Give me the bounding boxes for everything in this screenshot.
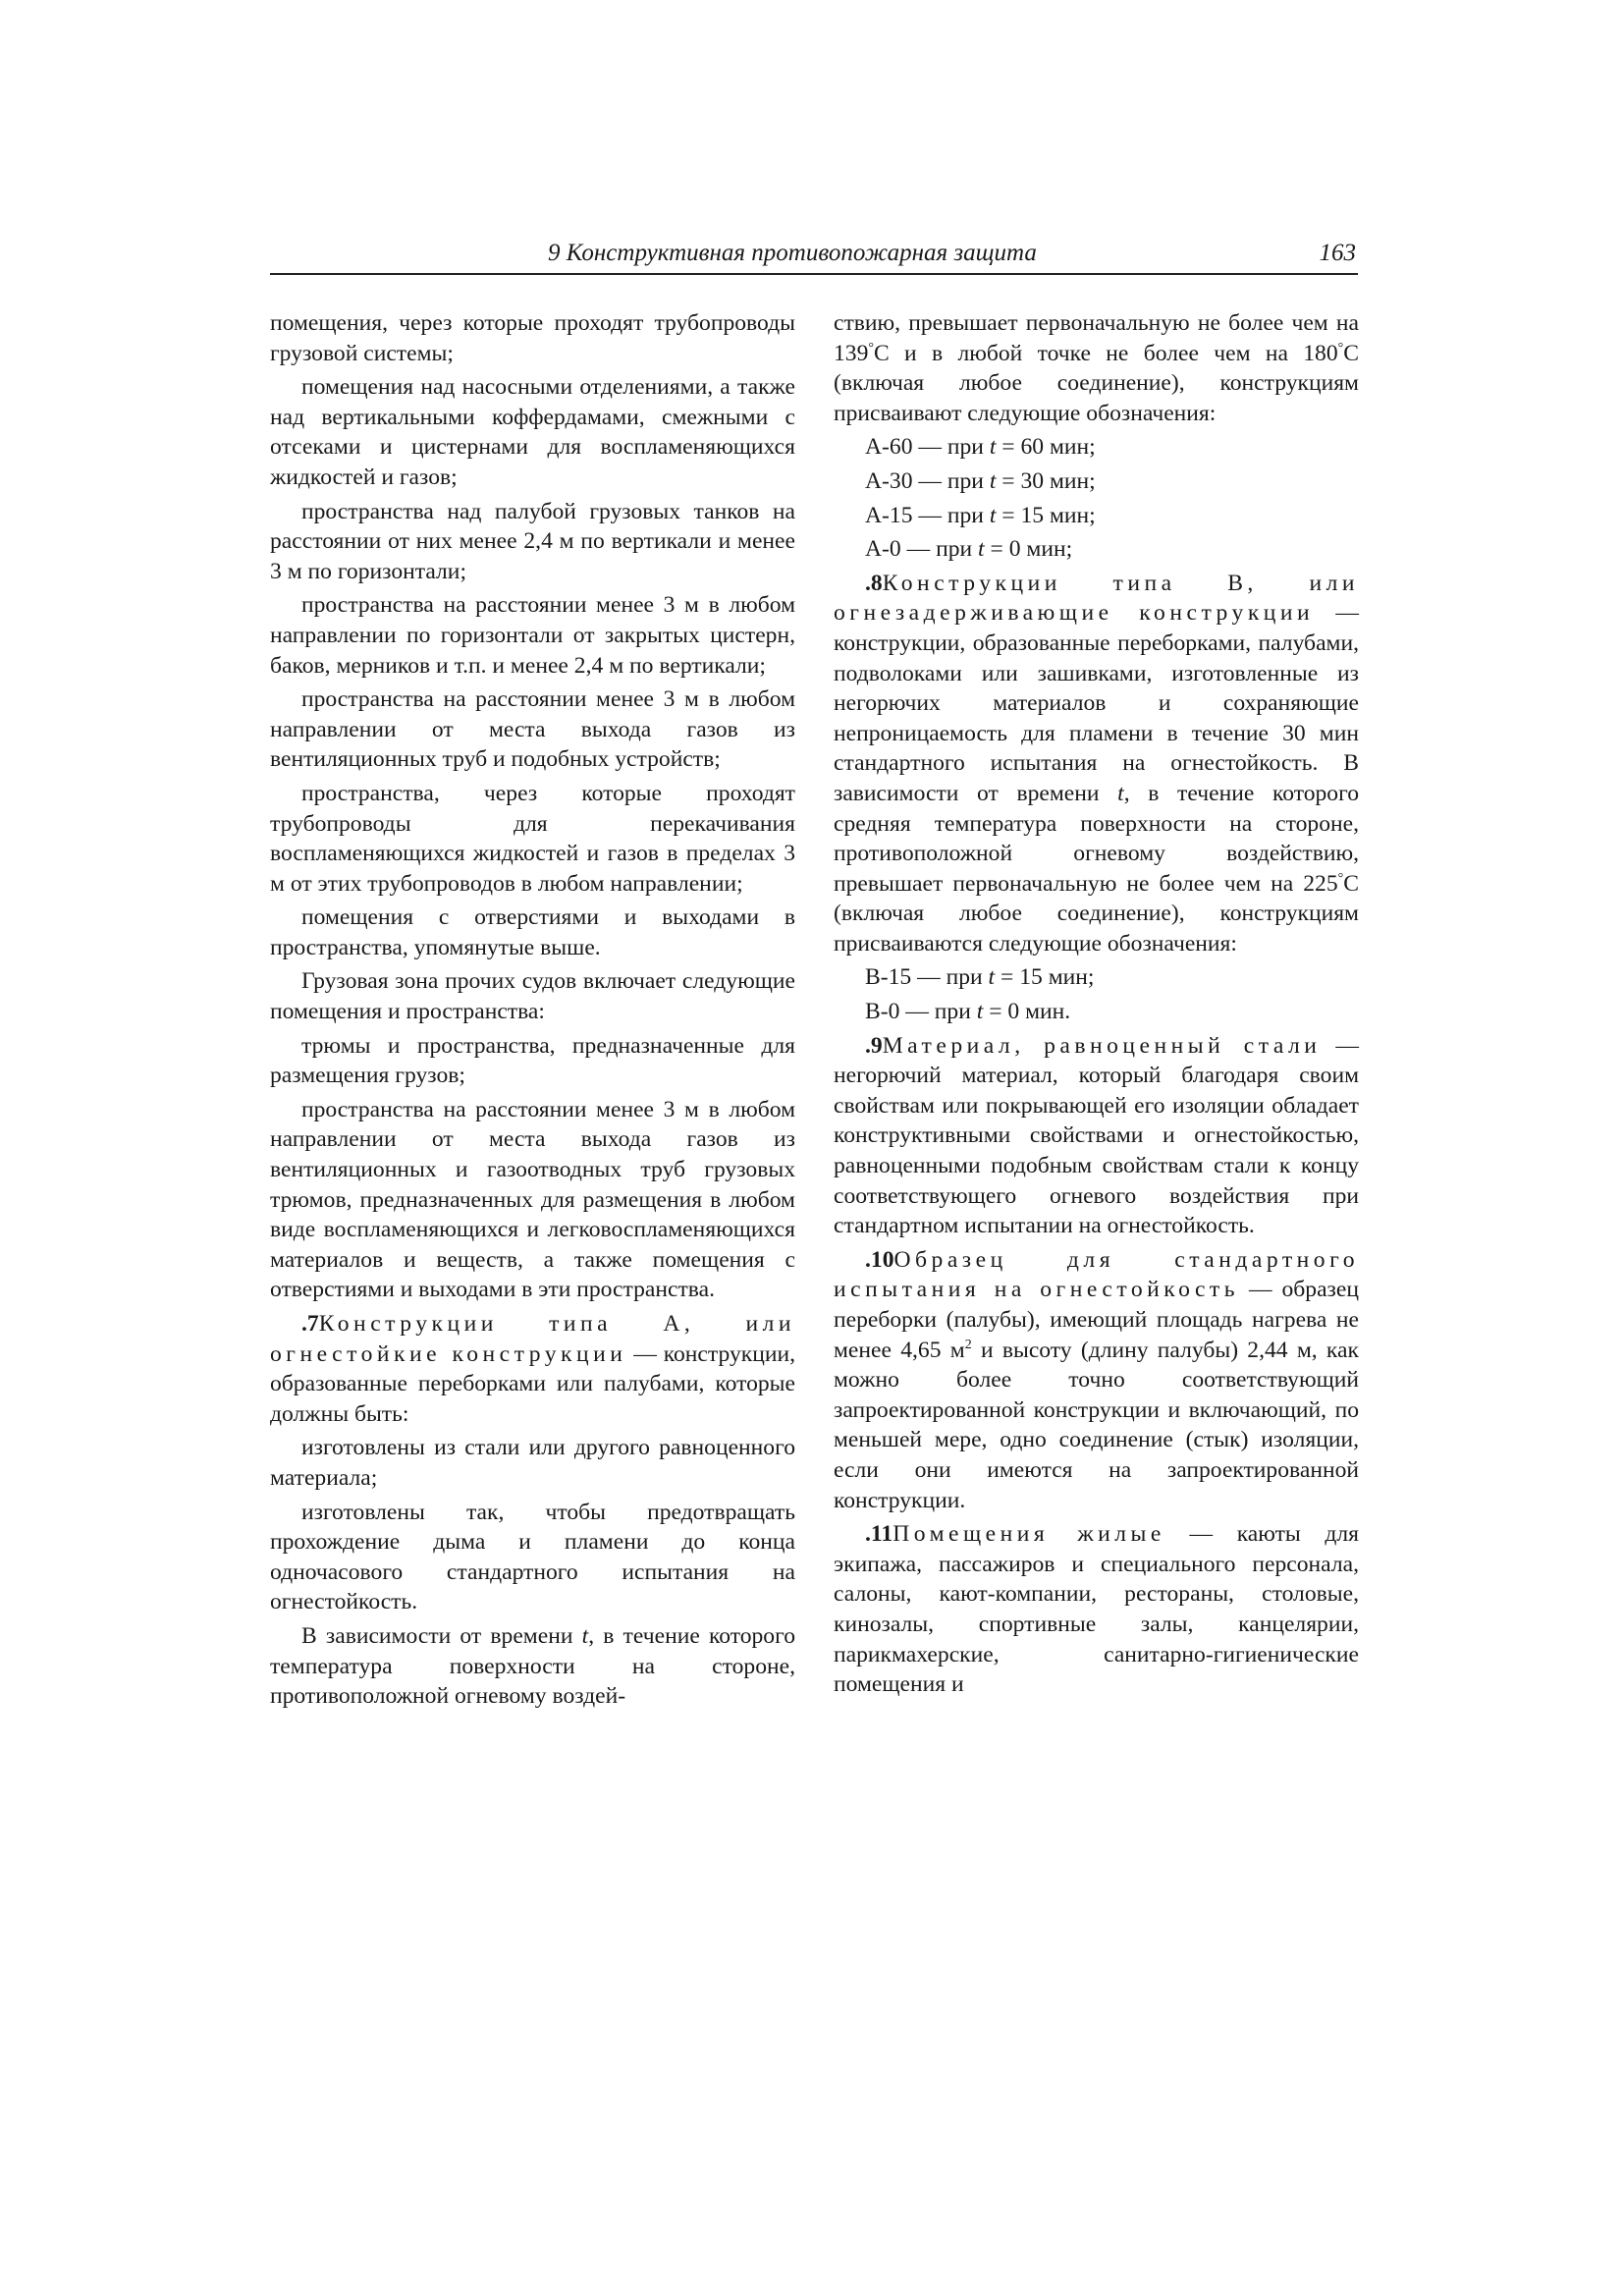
right-column — [834, 308, 1359, 1704]
definition-number: .7 — [301, 1311, 319, 1337]
variable-t: t — [989, 502, 997, 528]
paragraph: пространства, через которые проходят трубопроводы для перекачивания воспламеняющихся жидкостей и газов в пределах 3 м от этих трубопроводов в любом направлении; — [270, 780, 795, 897]
variable-t: t — [1117, 780, 1124, 806]
text-run: С (включая любое соединение), конструкциям присваивают следующие обозначения: — [834, 340, 1359, 426]
paragraph: пространства над палубой грузовых танков на расстоянии от них менее 2,4 м по вертикали и менее 3 м по горизонтали; — [270, 498, 795, 584]
paragraph: пространства на расстоянии менее 3 м в любом направлении по горизонтали от закрытых цистерн, баков, мерников и т.п. и менее 2,4 м по вертикали; — [270, 592, 795, 679]
paragraph: изготовлены так, чтобы предотвращать прохождение дыма и пламени до конца одночасового стандартного испытания на огнестойкость. — [270, 1499, 795, 1615]
designation-value: = 30 мин; — [996, 467, 1096, 494]
definition-number: .8 — [865, 570, 883, 596]
designation-label: А-60 — при — [865, 434, 990, 461]
designation-label: В-15 — при — [865, 964, 989, 991]
definition-term: Конструкции типа А, или огнестойкие конструкции — [270, 1311, 795, 1367]
chapter-title: 9 Конструктивная противопожарная защита — [548, 240, 1037, 266]
designation-label: В-0 — при — [865, 999, 977, 1025]
designation-a0 — [834, 534, 1359, 565]
designation-a30 — [834, 466, 1359, 497]
variable-t: t — [978, 536, 985, 563]
paragraph: пространства на расстоянии менее 3 м в любом направлении от места выхода газов из вентиляционных и газоотводных труб грузовых трюмов, предназначенных для размещения в любом виде воспламеняющихся и легковоспламеняющихся материалов и веществ, а также помещения с отверстиями и выходами в эти пространства. — [270, 1096, 795, 1303]
superscript: 2 — [964, 1337, 972, 1352]
designation-label: А-15 — при — [865, 502, 990, 528]
definition-10 — [834, 1245, 1359, 1515]
paragraph — [834, 308, 1359, 428]
definition-term: Образец для стандартного испытания на огнестойкость — [834, 1246, 1359, 1303]
left-column — [270, 308, 795, 1716]
variable-t: t — [581, 1622, 589, 1649]
page-number: 163 — [1319, 240, 1356, 266]
definition-11 — [834, 1519, 1359, 1700]
definition-text: С (включая любое соединение), конструкциям присваиваются следующие обозначения: — [834, 870, 1359, 957]
designation-b0 — [834, 997, 1359, 1027]
definition-text: , в течение которого средняя температура поверхности на стороне, противоположной огневому воздействию, превышает первоначальную не более чем на 225 — [834, 780, 1359, 897]
designation-label: А-30 — при — [865, 467, 990, 494]
definition-text: — негорючий материал, который благодаря своим свойствам или покрывающей его изоляции обладает конструктивными свойствами и огнестойкостью, равноценными подобным свойствам стали к концу соответствующего огневого воздействия при стандартном испытании на огнестойкость. — [834, 1032, 1359, 1239]
running-header — [270, 234, 1358, 275]
paragraph: пространства на расстоянии менее 3 м в любом направлении от места выхода газов из вентиляционных труб и подобных устройств; — [270, 686, 795, 773]
definition-term: Материал, равноценный стали — [882, 1032, 1322, 1059]
definition-text: и высоту (длину палубы) 2,44 м, как можно более точно соответствующий запроектированной конструкции и включающий, по меньшей мере, одно соединение (стык) изоляции, если они имеются на запроектированной конструкции. — [834, 1337, 1359, 1513]
variable-t: t — [989, 434, 997, 461]
definition-term: Конструкции типа В, или огнезадерживающие конструкции — [834, 570, 1359, 627]
definition-text: — конструкции, образованные переборками или палубами, которые должны быть: — [270, 1340, 795, 1427]
designation-value: = 15 мин; — [996, 502, 1096, 528]
paragraph: Грузовая зона прочих судов включает следующие помещения и пространства: — [270, 968, 795, 1025]
definition-text: — конструкции, образованные переборками, палубами, подволоками или зашивками, изготовленные из негорючих материалов и сохраняющие непроницаемость для пламени в течение 30 мин стандартного испытания на огнестойкость. В зависимости от времени — [834, 600, 1359, 806]
degree-sign: ° — [1337, 340, 1344, 355]
paragraph: трюмы и пространства, предназначенные для размещения грузов; — [270, 1032, 795, 1089]
text-run: , в течение которого температура поверхности на стороне, противоположной огневому воздей- — [270, 1622, 795, 1710]
definition-9 — [834, 1031, 1359, 1241]
definition-7 — [270, 1309, 795, 1429]
designation-label: А-0 — при — [865, 536, 979, 563]
designation-b15 — [834, 962, 1359, 993]
paragraph — [270, 1621, 795, 1712]
variable-t: t — [989, 467, 997, 494]
paragraph: помещения с отверстиями и выходами в пространства, упомянутые выше. — [270, 904, 795, 960]
designation-a15 — [834, 501, 1359, 531]
variable-t: t — [988, 964, 996, 991]
definition-text: — образец переборки (палубы), имеющий площадь нагрева не менее 4,65 м — [834, 1277, 1359, 1363]
text-run: В зависимости от времени — [301, 1622, 582, 1649]
text-run: ствию, превышает первоначальную не более чем на 139 — [834, 310, 1359, 366]
definition-term: Помещения жилые — [893, 1521, 1165, 1548]
definition-number: .9 — [865, 1032, 883, 1059]
designation-value: = 0 мин. — [983, 999, 1071, 1025]
paragraph: помещения над насосными отделениями, а также над вертикальными коффердамами, смежными с отсеками и цистернами для воспламеняющихся жидкостей и газов; — [270, 374, 795, 490]
designation-value: = 60 мин; — [996, 434, 1096, 461]
degree-sign: ° — [1337, 870, 1344, 886]
definition-text: — каюты для экипажа, пассажиров и специального персонала, салоны, кают-компании, рестораны, столовые, кинозалы, спортивные залы, канцелярии, парикмахерские, санитарно-гигиенические помещения и — [834, 1521, 1359, 1698]
paragraph: изготовлены из стали или другого равноценного материала; — [270, 1435, 795, 1491]
paragraph: помещения, через которые проходят трубопроводы грузовой системы; — [270, 310, 795, 366]
designation-value: = 15 мин; — [995, 964, 1095, 991]
text-run: С и в любой точке не более чем на 180 — [874, 340, 1338, 366]
variable-t: t — [976, 999, 984, 1025]
definition-8 — [834, 569, 1359, 959]
designation-value: = 0 мин; — [984, 536, 1073, 563]
definition-number: .10 — [865, 1246, 894, 1273]
definition-number: .11 — [865, 1521, 893, 1548]
degree-sign: ° — [868, 340, 874, 355]
designation-a60 — [834, 432, 1359, 463]
